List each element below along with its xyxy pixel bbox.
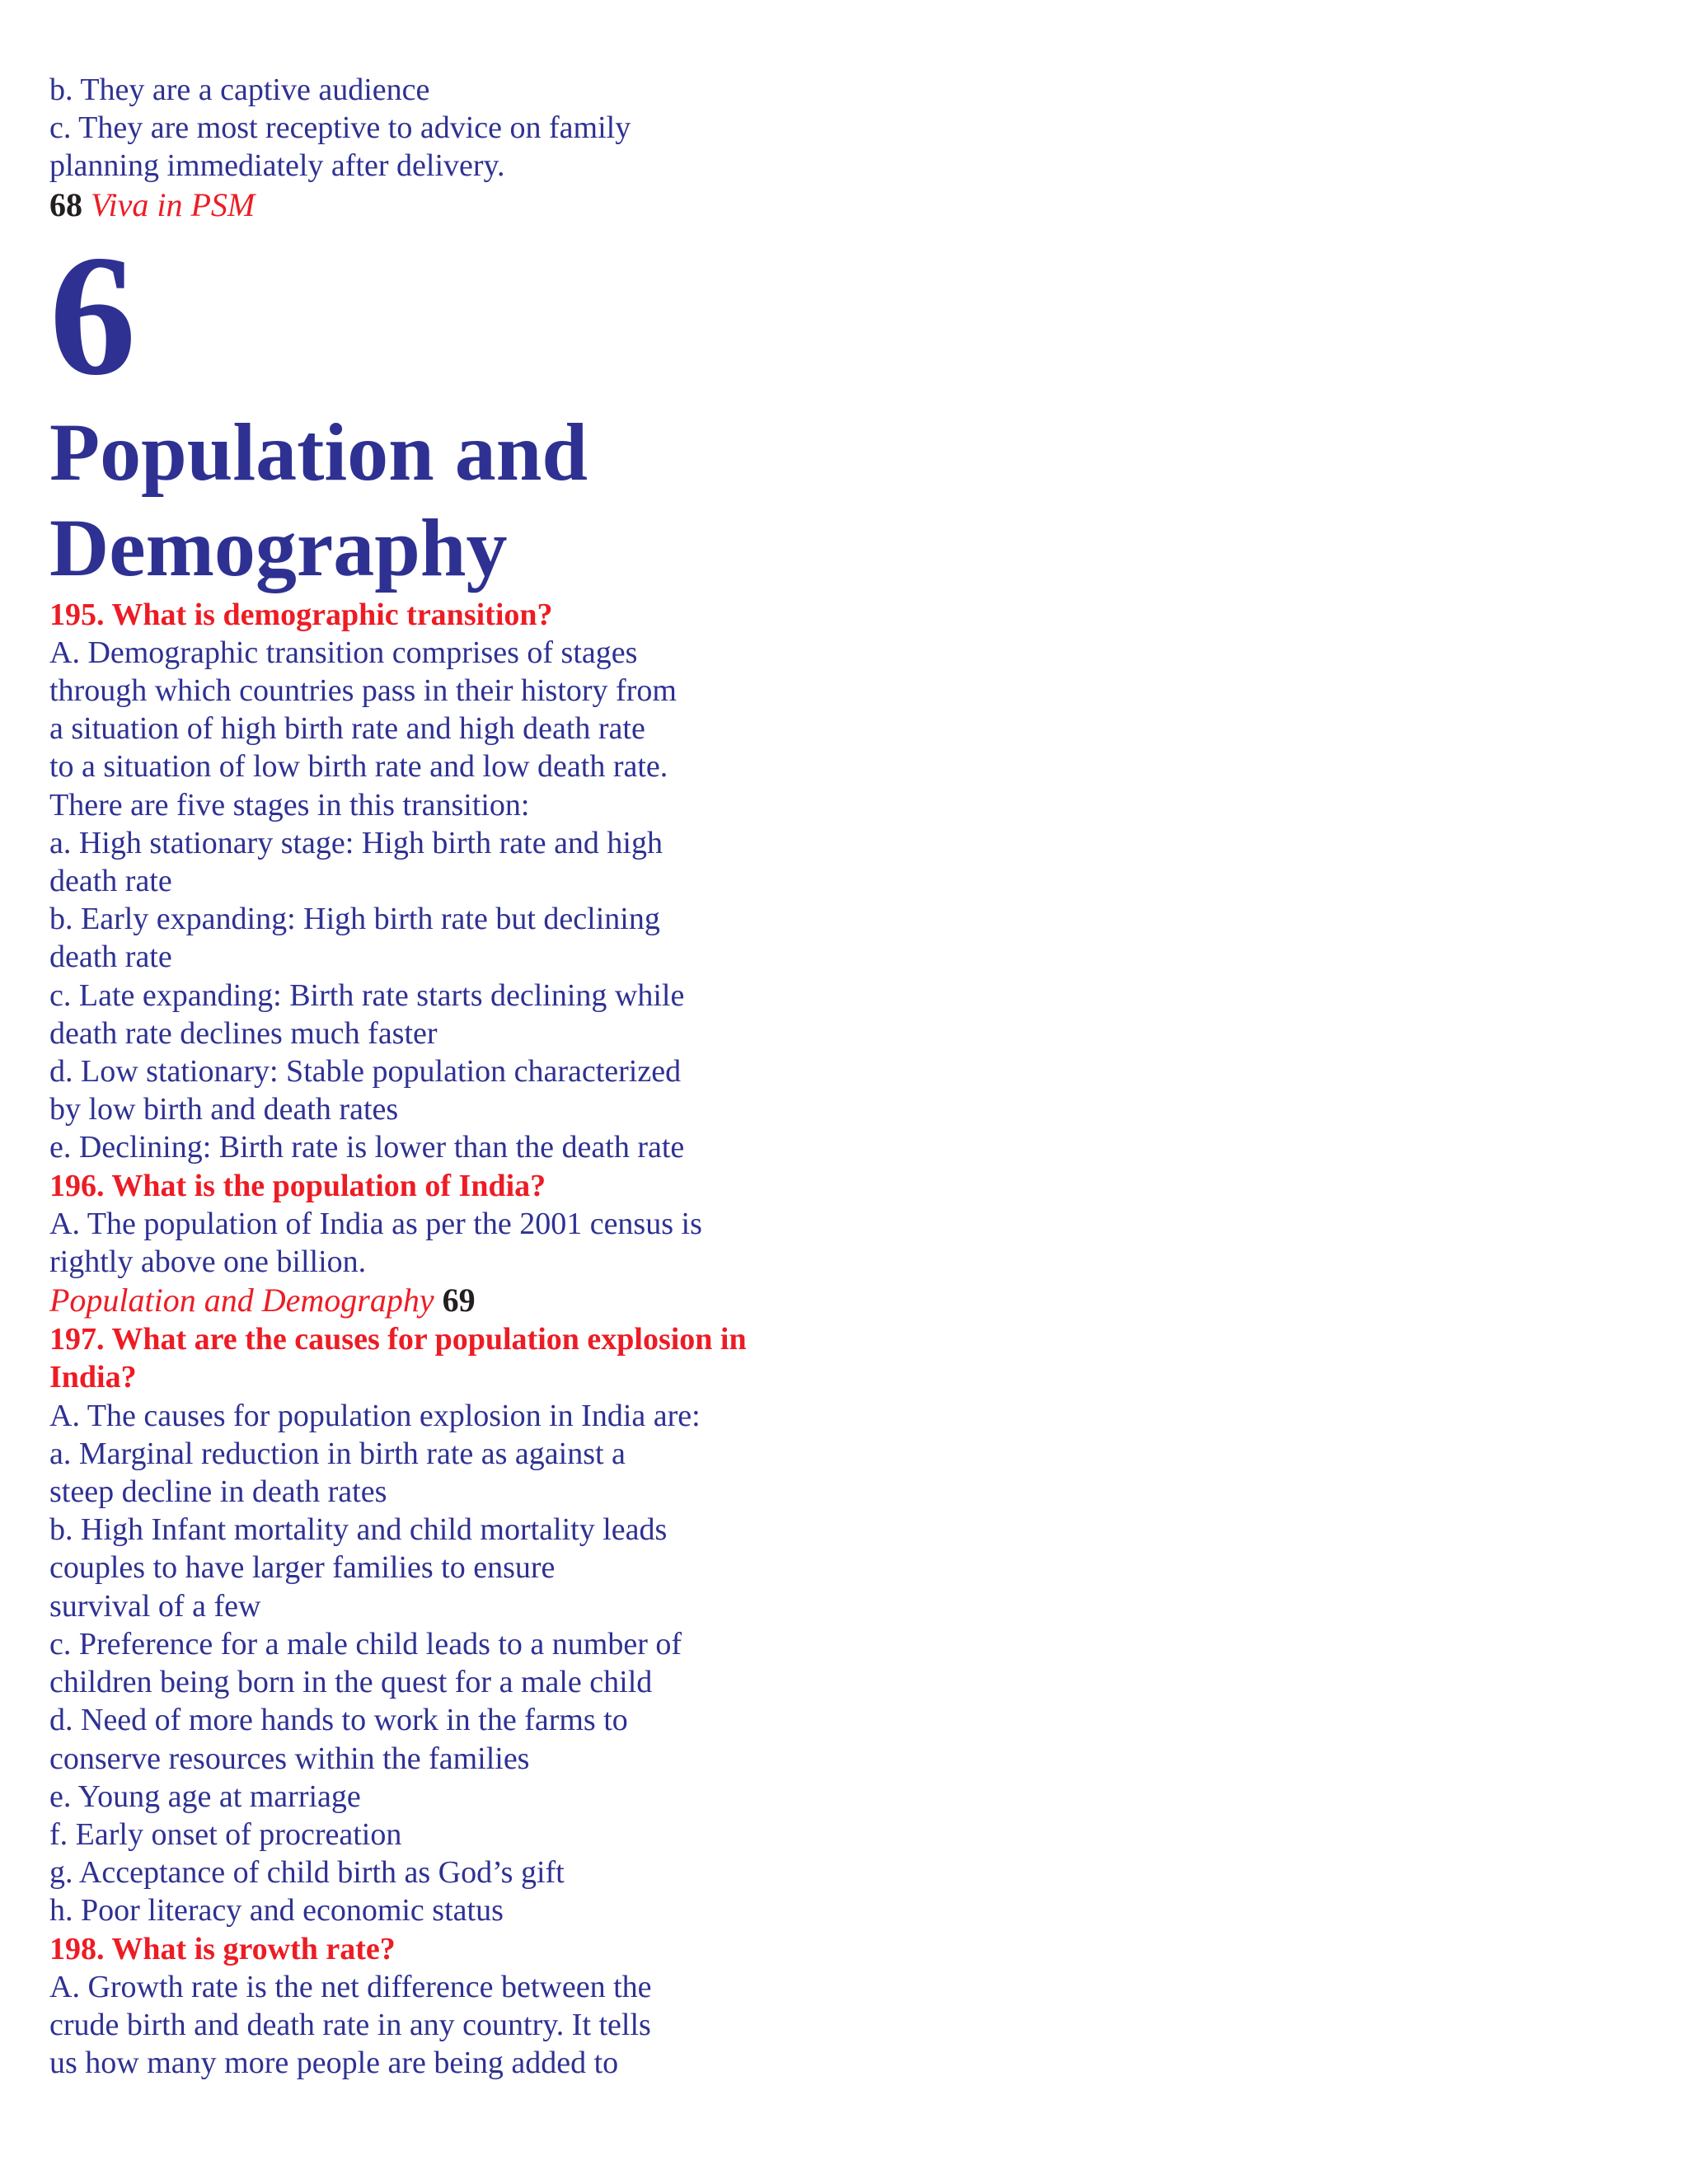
page-number: 69	[442, 1282, 476, 1319]
answer-line: by low birth and death rates	[49, 1092, 399, 1127]
answer-line: crude birth and death rate in any country. It tells	[49, 2007, 651, 2042]
answer-line: us how many more people are being added to	[49, 2046, 619, 2081]
answer-line: to a situation of low birth rate and low death rate.	[49, 749, 668, 785]
answer-line: through which countries pass in their history from	[49, 673, 677, 709]
running-head-69	[49, 1281, 956, 1320]
answer-line: d. Low stationary: Stable population characterized	[49, 1054, 682, 1090]
answer-line: g. Acceptance of child birth as God’s gift	[49, 1855, 565, 1891]
answer-line: c. Preference for a male child leads to a number of	[49, 1626, 682, 1661]
text-line: planning immediately after delivery.	[49, 148, 505, 184]
answer-line: A. Demographic transition comprises of stages	[49, 635, 638, 670]
page-content	[49, 71, 956, 2082]
answer-line: A. The causes for population explosion in India are:	[49, 1398, 701, 1433]
answer-line: c. Late expanding: Birth rate starts declining while	[49, 977, 685, 1013]
question-198: 198. What is growth rate?	[49, 1931, 396, 1966]
question-197: India?	[49, 1360, 137, 1395]
answer-line: conserve resources within the families	[49, 1741, 530, 1776]
question-197: 197. What are the causes for population explosion in	[49, 1322, 747, 1357]
answer-line: e. Young age at marriage	[49, 1779, 361, 1814]
answer-line: a situation of high birth rate and high death rate	[49, 711, 645, 747]
answer-line: b. Early expanding: High birth rate but declining	[49, 902, 660, 937]
answer-line: h. Poor literacy and economic status	[49, 1893, 504, 1929]
answer-line: death rate	[49, 864, 172, 899]
text-line: c. They are most receptive to advice on family	[49, 110, 631, 146]
question-196: 196. What is the population of India?	[49, 1168, 546, 1203]
running-head-title: Population and Demography	[49, 1282, 434, 1319]
answer-line: e. Declining: Birth rate is lower than the death rate	[49, 1130, 685, 1165]
answer-line: f. Early onset of procreation	[49, 1816, 402, 1852]
answer-line: a. Marginal reduction in birth rate as against a	[49, 1436, 626, 1471]
answer-line: children being born in the quest for a male child	[49, 1665, 653, 1700]
question-195: 195. What is demographic transition?	[49, 597, 553, 632]
running-head-68	[49, 185, 956, 225]
answer-line: steep decline in death rates	[49, 1474, 387, 1510]
chapter-title-line: Demography	[49, 501, 508, 593]
answer-line: A. Growth rate is the net difference between the	[49, 1969, 652, 2004]
page-number: 68	[49, 185, 82, 223]
running-head-title: Viva in PSM	[91, 185, 256, 223]
answer-line: survival of a few	[49, 1588, 261, 1624]
answer-line: couples to have larger families to ensure	[49, 1550, 556, 1586]
answer-line: death rate	[49, 940, 172, 975]
answer-line: death rate declines much faster	[49, 1015, 438, 1051]
answer-line: A. The population of India as per the 2001 census is	[49, 1206, 702, 1241]
answer-line: a. High stationary stage: High birth rate and high	[49, 825, 663, 860]
chapter-title-line: Population and	[49, 405, 588, 498]
answer-line: rightly above one billion.	[49, 1244, 367, 1280]
answer-line: b. High Infant mortality and child mortality leads	[49, 1512, 668, 1548]
chapter-number: 6	[49, 219, 136, 411]
answer-line: d. Need of more hands to work in the farms to	[49, 1703, 628, 1738]
answer-line: There are five stages in this transition:	[49, 787, 530, 823]
text-line: b. They are a captive audience	[49, 73, 430, 107]
